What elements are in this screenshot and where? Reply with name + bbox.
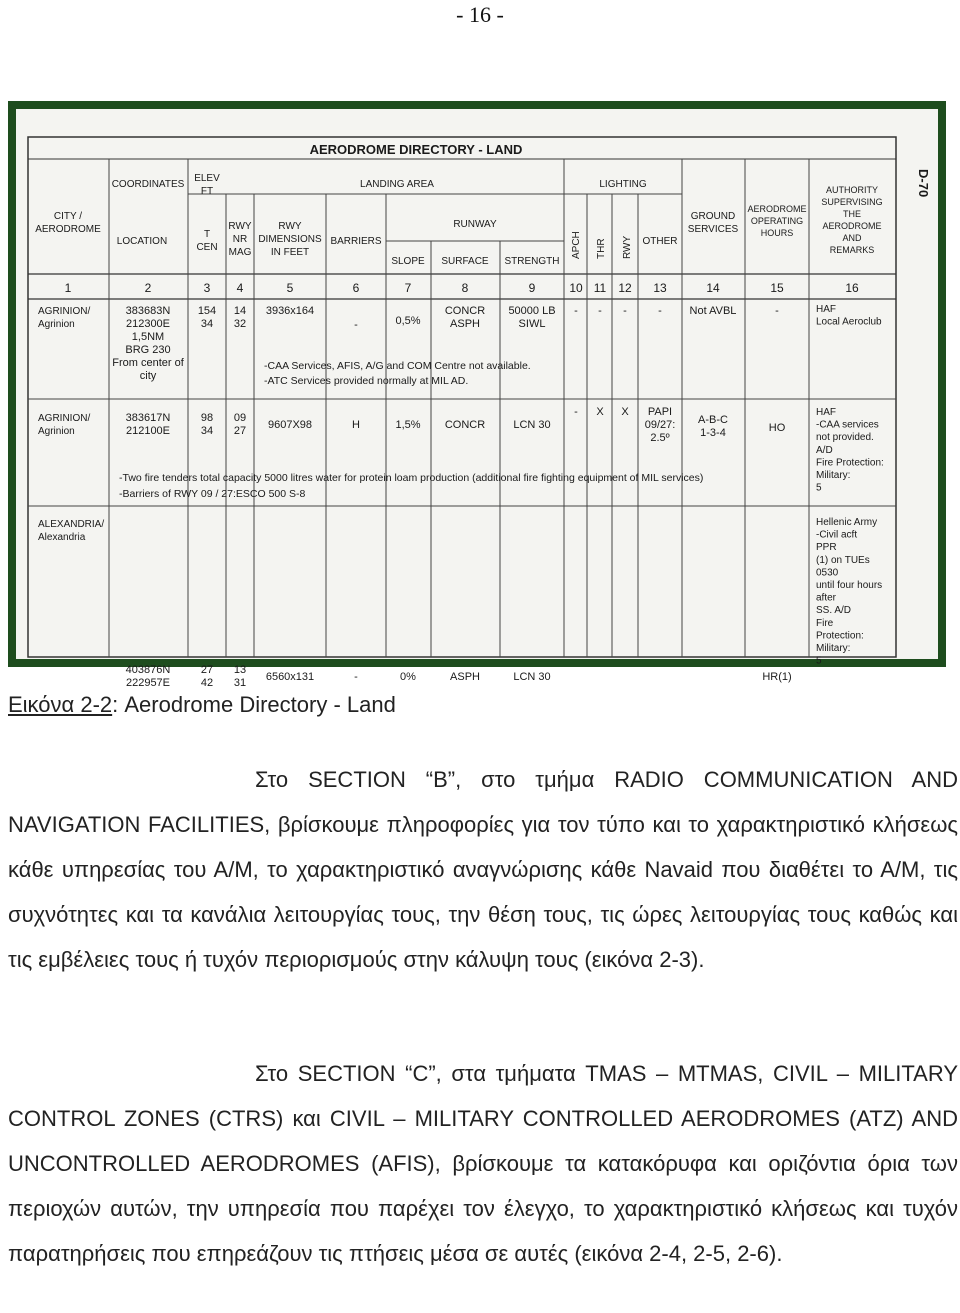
row3-location: 403876N 222957E xyxy=(125,664,171,689)
page-number: - 16 - xyxy=(456,2,504,27)
figure-title: AERODROME DIRECTORY - LAND xyxy=(309,142,523,157)
row1-thr: - xyxy=(598,305,602,317)
row2-thr: X xyxy=(596,406,604,418)
row2-city: AGRINION/ Agrinion xyxy=(38,413,91,437)
header-location: LOCATION xyxy=(116,236,168,247)
header-t-cen: T CEN xyxy=(196,229,218,253)
row1-strength: 50000 LB SIWL xyxy=(508,305,556,330)
aerodrome-directory-table xyxy=(16,109,938,689)
column-number-14: 14 xyxy=(706,281,720,295)
column-number-4: 4 xyxy=(236,281,244,295)
header-rwy: RWY xyxy=(622,235,633,259)
column-number-10: 10 xyxy=(569,281,583,295)
header-barriers: BARRIERS xyxy=(330,236,382,247)
row2-apch: - xyxy=(574,406,578,418)
row1-authority: HAF Local Aeroclub xyxy=(816,304,882,328)
row1-note-2: -ATC Services provided normally at MIL AD. xyxy=(264,375,469,387)
row1-rwy: - xyxy=(623,305,627,317)
header-strength: STRENGTH xyxy=(504,256,560,267)
row3-city: ALEXANDRIA/ Alexandria xyxy=(38,519,105,543)
column-number-row xyxy=(65,281,859,295)
row2-authority: HAF -CAA services not provided. A/D Fire Protection: Military: 5 xyxy=(816,407,884,494)
row2-rwy-nr: 09 27 xyxy=(233,412,247,437)
header-authority: AUTHORITY SUPERVISING THE AERODROME AND REMARKS xyxy=(821,185,883,255)
row3-strength: LCN 30 xyxy=(513,671,551,683)
row3-elev: 27 42 xyxy=(200,664,214,689)
caption-label: Εικόνα 2-2 xyxy=(8,692,113,717)
row2-ground: A-B-C 1-3-4 xyxy=(698,414,728,439)
row2-hours: HO xyxy=(768,422,786,434)
row1-barriers: - xyxy=(354,319,358,331)
aerodrome-directory-figure xyxy=(8,101,946,689)
row1-rwy-nr: 14 32 xyxy=(233,305,247,330)
header-runway: RUNWAY xyxy=(453,219,497,230)
figure-side-code: D-70 xyxy=(916,169,931,198)
header-slope: SLOPE xyxy=(391,256,425,267)
row1-city: AGRINION/ Agrinion xyxy=(38,306,91,330)
paragraph-section-c-text: Στο SECTION “C”, στα τμήματα TMAS – MTMAS, CIVIL – MILITARY CONTROL ZONES (CTRS) και CIVIL – MILITARY CONTROLLED AERODROMES (ATZ) AND UNCONTROLLED AERODROMES (AFIS), βρίσκουμε τα κατακόρυφα και οριζόντια όρια των περιοχών αυτών, την υπηρεσία που παρέχει τον έλεγχο, το χαρακτηριστικό κλήσεως και τυχόν παρατηρήσεις που επηρεάζουν τις πτήσεις μέσα σε αυτές (εικόνα 2-4, 2-5, 2-6). xyxy=(8,1061,958,1266)
row1-ground: Not AVBL xyxy=(689,305,737,317)
column-number-1: 1 xyxy=(64,281,72,295)
row1-location: 383683N 212300E 1,5NM BRG 230 From center of city xyxy=(112,305,184,382)
header-ground: GROUND SERVICES xyxy=(687,211,739,235)
row1-dimensions: 3936x164 xyxy=(265,305,315,317)
column-number-9: 9 xyxy=(528,281,536,295)
paragraph-section-c xyxy=(8,1051,958,1276)
row1-apch: - xyxy=(574,305,578,317)
header-landing-area: LANDING AREA xyxy=(360,179,434,190)
figure-caption xyxy=(8,692,396,718)
table-body xyxy=(38,304,884,689)
row1-other: - xyxy=(658,305,662,317)
column-number-3: 3 xyxy=(203,281,211,295)
row1-note-1: -CAA Services, AFIS, A/G and COM Centre not available. xyxy=(264,360,531,372)
header-surface: SURFACE xyxy=(441,256,489,267)
row2-barriers: H xyxy=(352,419,360,431)
row3-dimensions: 6560x131 xyxy=(265,671,315,683)
header-city: CITY / AERODROME xyxy=(35,211,101,235)
column-number-13: 13 xyxy=(653,281,667,295)
column-number-12: 12 xyxy=(618,281,632,295)
header-apch: APCH xyxy=(571,231,582,259)
row2-elev: 98 34 xyxy=(200,412,214,437)
row2-location: 383617N 212100E xyxy=(125,412,171,437)
row2-note-1: -Two fire tenders total capacity 5000 litres water for protein loam production (additional fire fighting equipment of MIL services) xyxy=(119,472,704,484)
row3-hours: HR(1) xyxy=(762,671,792,683)
paragraph-section-b-text: Στο SECTION “B”, στο τμήμα RADIO COMMUNICATION AND NAVIGATION FACILITIES, βρίσκουμε πληροφορίες για τον τύπο και το χαρακτηριστικό κλήσεως κάθε υπηρεσίας του Α/Μ, το χαρακτηριστικό αναγνώρισης κάθε Navaid που διαθέτει το Α/Μ, τις συχνότητες και τα κανάλια λειτουργίας τους, την θέση τους, τις ώρες λειτουργίας τους καθώς και τις εμβέλειες τους ή τυχόν περιορισμούς στην κάλυψη τους (εικόνα 2-3). xyxy=(8,767,958,972)
column-number-6: 6 xyxy=(352,281,360,295)
column-number-5: 5 xyxy=(286,281,294,295)
row1-elev: 154 34 xyxy=(197,305,217,330)
column-number-2: 2 xyxy=(144,281,152,295)
column-number-11: 11 xyxy=(593,281,607,295)
column-number-7: 7 xyxy=(404,281,412,295)
header-lighting: LIGHTING xyxy=(599,179,647,190)
row2-rwy: X xyxy=(621,406,629,418)
row3-barriers: - xyxy=(354,671,358,683)
row3-slope: 0% xyxy=(400,671,416,683)
header-op-hours: AERODROME OPERATING HOURS xyxy=(747,204,807,238)
row2-slope: 1,5% xyxy=(395,419,421,431)
row2-dimensions: 9607X98 xyxy=(267,419,313,431)
caption-text: : Aerodrome Directory - Land xyxy=(112,692,396,717)
header-elev: ELEV FT xyxy=(194,173,220,197)
header-rwy-nr: RWY NR MAG xyxy=(228,221,252,258)
column-number-16: 16 xyxy=(845,281,859,295)
column-number-15: 15 xyxy=(770,281,784,295)
row1-slope: 0,5% xyxy=(395,315,421,327)
paragraph-section-b xyxy=(8,757,958,982)
row1-surface: CONCR ASPH xyxy=(444,305,486,330)
row2-strength: LCN 30 xyxy=(513,419,551,431)
row3-authority: Hellenic Army -Civil acft PPR (1) on TUEs 0530 until four hours after SS. A/D Fire Protection: Military: 5 xyxy=(816,517,883,667)
header-thr: THR xyxy=(596,238,607,259)
row2-other: PAPI 09/27: 2.5º xyxy=(644,406,676,444)
header-other: OTHER xyxy=(642,236,678,247)
row2-surface: CONCR xyxy=(444,419,486,431)
header-rwy-dim: RWY DIMENSIONS IN FEET xyxy=(258,221,322,258)
column-number-8: 8 xyxy=(461,281,469,295)
header-coordinates: COORDINATES xyxy=(111,179,185,190)
row1-hours: - xyxy=(775,305,779,317)
row2-note-2: -Barriers of RWY 09 / 27:ESCO 500 S-8 xyxy=(119,488,306,500)
row3-surface: ASPH xyxy=(450,671,480,683)
row3-rwy-nr: 13 31 xyxy=(233,664,247,689)
